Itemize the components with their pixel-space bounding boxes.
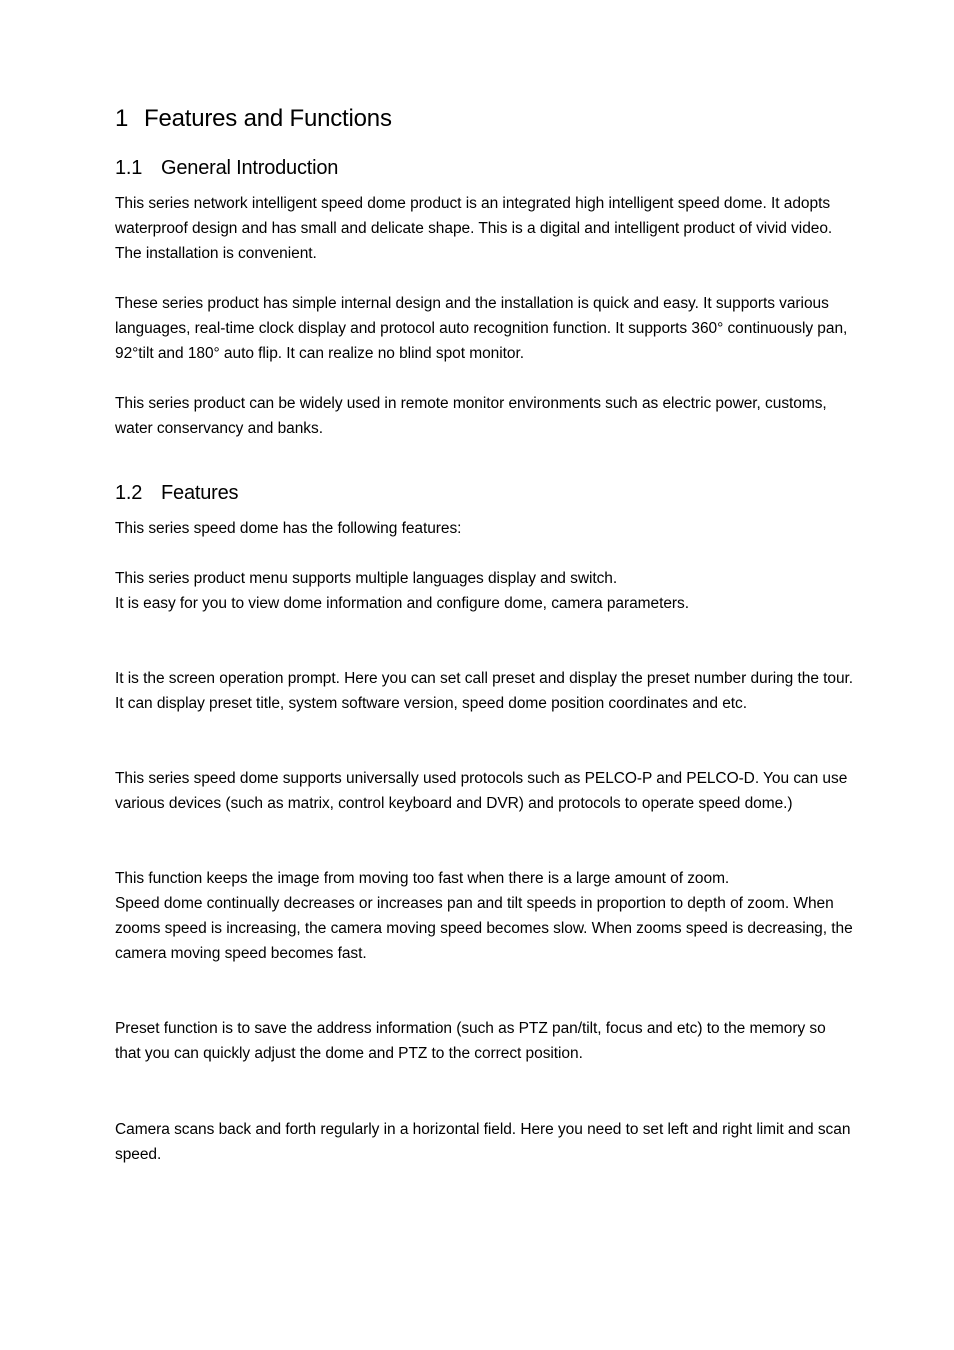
text-line: These series product has simple internal design and the installation is quick and easy. It supports various (115, 295, 829, 312)
chapter-number: 1 (115, 105, 129, 132)
text-line: that you can quickly adjust the dome and PTZ to the correct position. (115, 1045, 583, 1062)
paragraph (115, 866, 935, 966)
text-line: speed. (115, 1146, 162, 1163)
section-title: General Introduction (161, 157, 339, 179)
text-line: This series product menu supports multiple languages display and switch. (115, 570, 618, 587)
text-line: various devices (such as matrix, control keyboard and DVR) and protocols to operate speed dome.) (115, 795, 793, 812)
text-line: This function keeps the image from moving too fast when there is a large amount of zoom. (115, 870, 730, 887)
text-line: zooms speed is increasing, the camera moving speed becomes slow. When zooms speed is decreasing, the (115, 920, 853, 937)
section-title: Features (161, 482, 239, 504)
text-line: waterproof design and has small and delicate shape. This is a digital and intelligent product of vivid video. (115, 220, 833, 237)
text-line: It is easy for you to view dome information and configure dome, camera parameters. (115, 595, 689, 612)
section-number: 1.1 (115, 157, 143, 179)
text-line: It can display preset title, system software version, speed dome position coordinates and etc. (115, 695, 747, 712)
section-number: 1.2 (115, 482, 143, 504)
paragraph (115, 1016, 935, 1066)
text-line: This series product can be widely used in remote monitor environments such as electric power, customs, (115, 395, 827, 412)
section-heading-features (115, 478, 238, 508)
text-line: Speed dome continually decreases or increases pan and tilt speeds in proportion to depth of zoom. When (115, 895, 834, 912)
paragraph (115, 566, 935, 616)
text-line: The installation is convenient. (115, 245, 317, 262)
paragraph (115, 1117, 935, 1167)
text-line: This series speed dome supports universally used protocols such as PELCO-P and PELCO-D. You can use (115, 770, 848, 787)
text-line: languages, real-time clock display and protocol auto recognition function. It supports 360° continuously pan, (115, 320, 848, 337)
text-line: camera moving speed becomes fast. (115, 945, 367, 962)
chapter-heading (115, 101, 392, 137)
chapter-title: Features and Functions (144, 105, 392, 132)
paragraph (115, 391, 935, 441)
text-line: This series network intelligent speed dome product is an integrated high intelligent speed dome. It adopts (115, 195, 831, 212)
paragraph (115, 516, 935, 541)
paragraph (115, 766, 935, 816)
text-line: Preset function is to save the address information (such as PTZ pan/tilt, focus and etc) to the memory so (115, 1020, 826, 1037)
text-line: Camera scans back and forth regularly in a horizontal field. Here you need to set left and right limit and scan (115, 1121, 851, 1138)
text-line: This series speed dome has the following features: (115, 520, 462, 537)
paragraph (115, 191, 935, 266)
paragraph (115, 666, 935, 716)
paragraph (115, 291, 935, 366)
text-line: 92°tilt and 180° auto flip. It can realize no blind spot monitor. (115, 345, 524, 362)
text-line: water conservancy and banks. (115, 420, 323, 437)
text-line: It is the screen operation prompt. Here you can set call preset and display the preset number during the tour. (115, 670, 854, 687)
section-heading-general-introduction (115, 153, 338, 183)
